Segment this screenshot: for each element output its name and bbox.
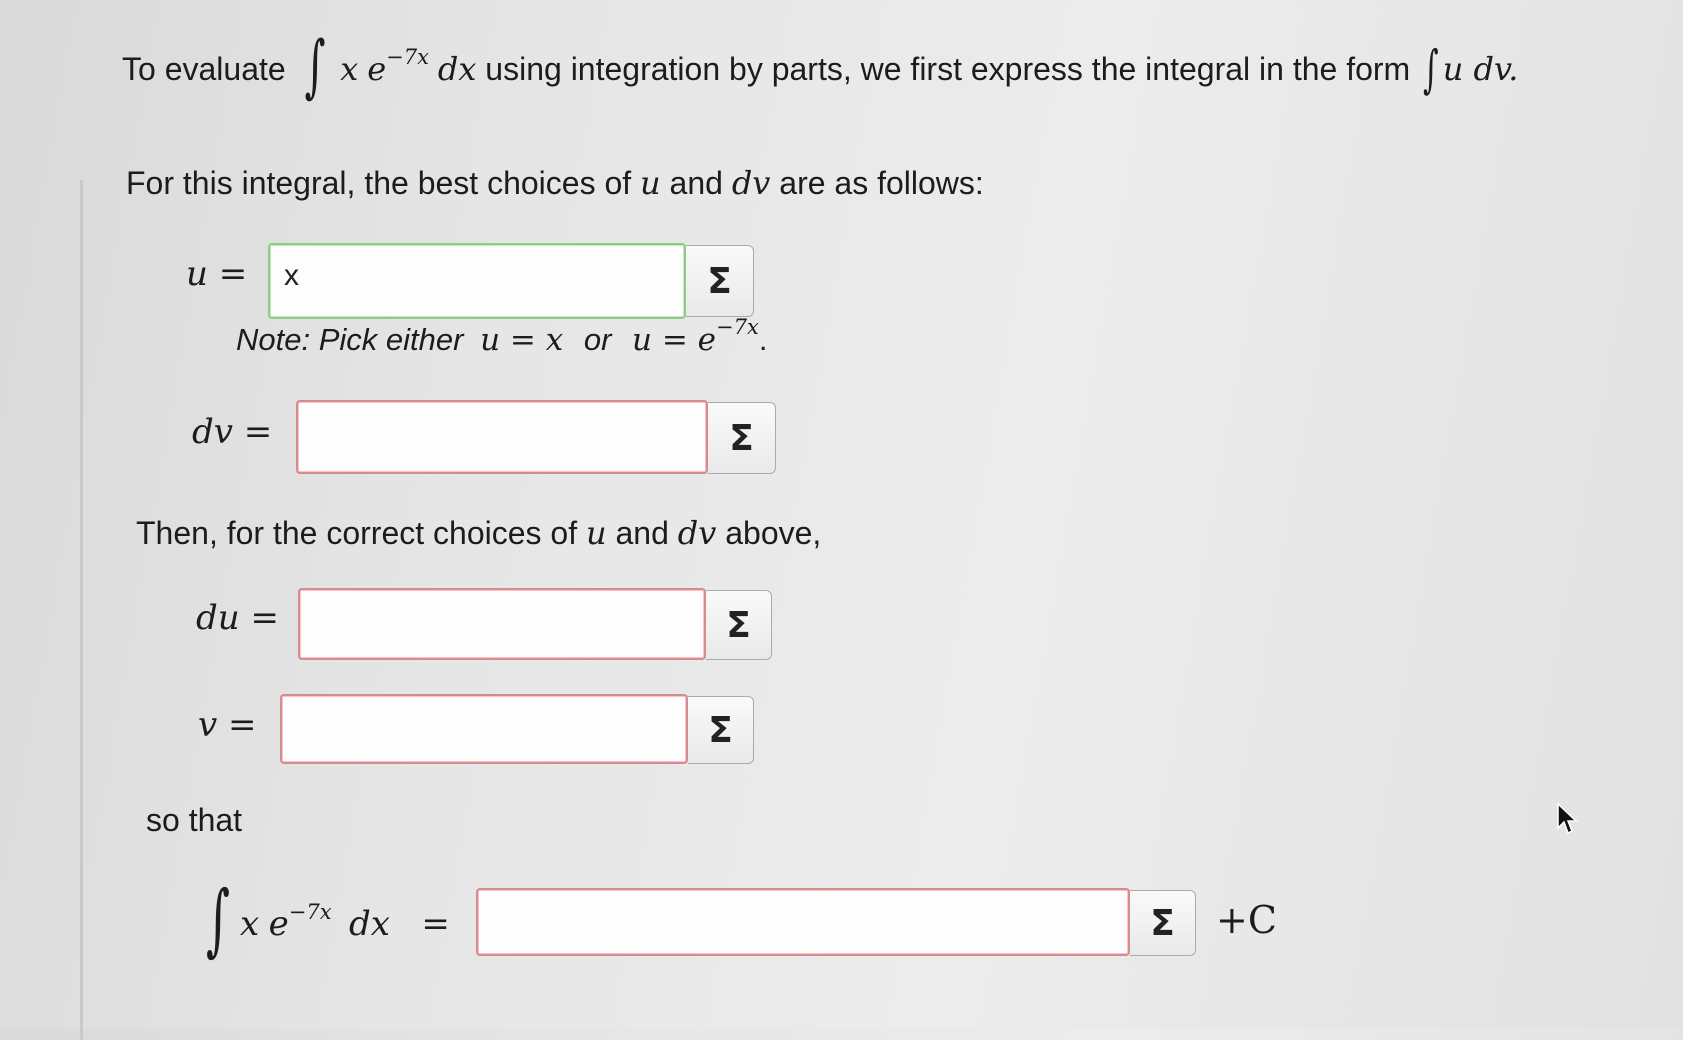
- choices-suffix: are as follows:: [779, 165, 984, 201]
- v-input[interactable]: [280, 694, 688, 764]
- choices-and: and: [669, 165, 723, 201]
- form-u-dv: u dv.: [1442, 50, 1519, 88]
- panel-divider: [80, 180, 83, 1040]
- then-prefix: Then, for the correct choices of: [136, 515, 578, 551]
- plus-c-text: +C: [1216, 898, 1277, 942]
- note-option-1: u = x: [480, 322, 564, 358]
- dv-label: dv =: [192, 412, 273, 452]
- choices-text: [126, 164, 984, 202]
- sigma-icon: Σ: [726, 604, 751, 646]
- intro-text: [122, 27, 1519, 107]
- note-option-2: u = e: [632, 322, 717, 358]
- du-input[interactable]: [298, 588, 706, 660]
- form-integral-sign: ∫: [1423, 40, 1439, 101]
- intro-prefix: To evaluate: [122, 51, 286, 87]
- final-exponent: −7x: [288, 900, 332, 924]
- so-that-label: so that: [146, 802, 243, 838]
- final-answer-input[interactable]: [476, 888, 1130, 956]
- u-sigma-button[interactable]: [686, 245, 754, 317]
- choices-u: u: [640, 164, 661, 202]
- note-period: .: [758, 322, 768, 357]
- then-suffix: above,: [725, 515, 822, 551]
- choices-dv: dv: [731, 164, 771, 202]
- intro-middle: using integration by parts, we first express the integral in the form: [485, 51, 1411, 87]
- du-label: du =: [196, 598, 279, 638]
- sigma-icon: Σ: [707, 260, 732, 302]
- final-integral-sign: ∫: [206, 873, 230, 965]
- note-text: [236, 315, 768, 358]
- plus-c-label: [1216, 898, 1277, 942]
- mouse-cursor-icon: [1556, 802, 1578, 836]
- dv-sigma-button[interactable]: [708, 402, 776, 474]
- final-x: x: [239, 904, 260, 944]
- note-prefix: Note: Pick either: [236, 322, 464, 357]
- final-dx: dx: [349, 904, 390, 944]
- du-sigma-button[interactable]: [706, 590, 772, 660]
- integral-sign: ∫: [304, 27, 326, 107]
- integrand-e: e: [367, 50, 387, 88]
- sigma-icon: Σ: [708, 709, 733, 751]
- final-sigma-button[interactable]: [1130, 890, 1196, 956]
- sigma-icon: Σ: [1150, 902, 1175, 944]
- integrand-dx: dx: [437, 50, 477, 88]
- integrand-x: x: [340, 50, 359, 88]
- choices-prefix: For this integral, the best choices of: [126, 165, 632, 201]
- final-equals: =: [421, 904, 450, 944]
- then-dv: dv: [677, 514, 717, 552]
- then-text: [136, 514, 821, 552]
- u-input[interactable]: [268, 243, 686, 319]
- u-label: u =: [186, 254, 248, 294]
- note-option-2-exponent: −7x: [716, 315, 759, 339]
- u-input-value: x: [284, 259, 299, 292]
- note-or: or: [583, 322, 612, 357]
- so-that-text: [146, 802, 242, 839]
- final-e: e: [268, 904, 289, 944]
- v-sigma-button[interactable]: [688, 696, 754, 764]
- v-label: v =: [198, 705, 257, 745]
- then-u: u: [585, 514, 607, 552]
- then-and: and: [615, 515, 669, 551]
- sigma-icon: Σ: [729, 417, 754, 459]
- final-integral-label: [206, 873, 450, 965]
- dv-input[interactable]: [296, 400, 708, 474]
- integrand-exponent: −7x: [386, 45, 429, 69]
